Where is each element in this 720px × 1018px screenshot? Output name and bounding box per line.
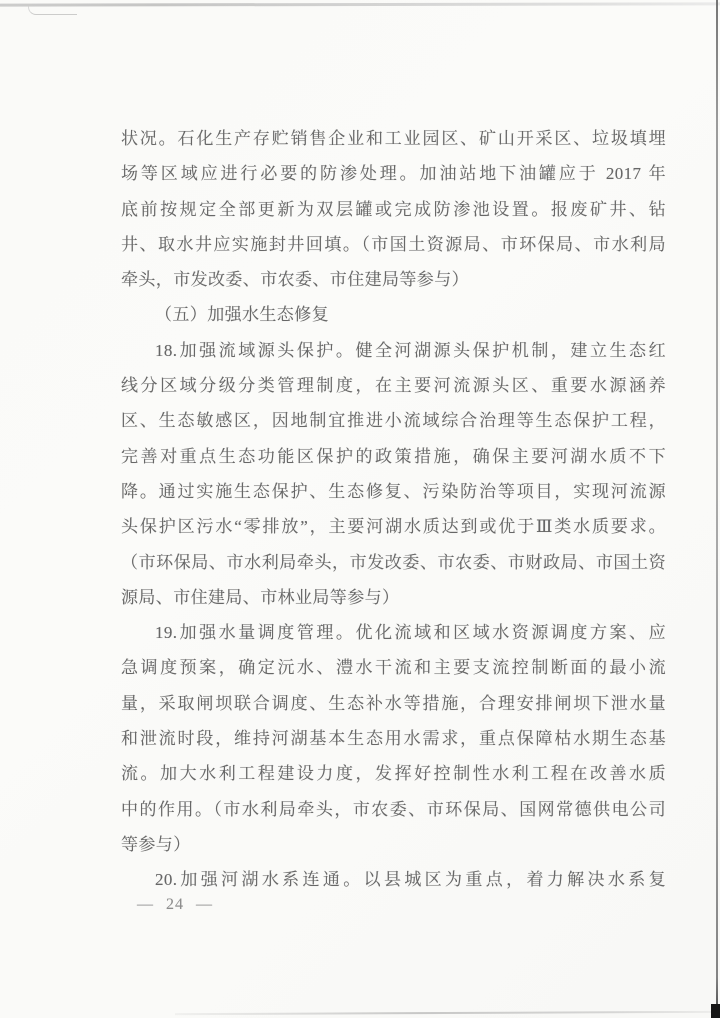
text-line: 量，采取闸坝联合调度、生态补水等措施，合理安排闸坝下泄水量 — [121, 693, 666, 713]
text-line: （五）加强水生态修复 — [155, 305, 329, 325]
text-line: 中的作用。（市水利局牵头，市农委、市环保局、国网常德供电公司 — [121, 799, 666, 819]
text-line: 头保护区污水“零排放”，主要河湖水质达到或优于Ⅲ类水质要求。 — [121, 517, 666, 537]
text-line: 源局、市住建局、市林业局等参与） — [121, 587, 400, 607]
text-line: 底前按规定全部更新为双层罐或完成防渗池设置。报废矿井、钻 — [121, 199, 666, 219]
text-line: 和泄流时段，维持河湖基本生态用水需求，重点保障枯水期生态基 — [121, 729, 666, 749]
text-lines — [121, 121, 666, 898]
text-line: 20.加强河湖水系连通。以县城区为重点，着力解决水系复 — [155, 870, 666, 890]
text-line: （市环保局、市水利局牵头，市发改委、市农委、市财政局、市国土资 — [121, 552, 666, 572]
text-line: 井、取水井应实施封井回填。（市国土资源局、市环保局、市水利局 — [121, 234, 666, 254]
text-line: 降。通过实施生态保护、生态修复、污染防治等项目，实现河流源 — [121, 481, 666, 501]
text-line: 完善对重点生态功能区保护的政策措施，确保主要河湖水质不下 — [121, 446, 666, 466]
text-line: 急调度预案，确定沅水、澧水干流和主要支流控制断面的最小流 — [121, 658, 666, 678]
scan-edge-right-line — [716, 0, 718, 1018]
scan-corner-blob — [711, 1004, 720, 1018]
text-line: 场等区域应进行必要的防渗处理。加油站地下油罐应于 2017 年 — [121, 164, 666, 184]
scan-edge-bottom-line — [175, 1010, 715, 1014]
text-line: 18.加强流域源头保护。健全河湖源头保护机制，建立生态红 — [155, 340, 666, 360]
document-body — [121, 121, 666, 898]
scan-edge-top-line — [0, 2, 720, 6]
text-line: 线分区域分级分类管理制度，在主要河流源头区、重要水源涵养 — [121, 376, 666, 396]
text-line: 等参与） — [121, 834, 191, 854]
text-line: 区、生态敏感区，因地制宜推进小流域综合治理等生态保护工程， — [121, 411, 666, 431]
text-line: 状况。石化生产存贮销售企业和工业园区、矿山开采区、垃圾填埋 — [121, 129, 666, 148]
page-number: — 24 — — [137, 896, 213, 913]
scan-curl-mark — [28, 6, 77, 15]
text-line: 流。加大水利工程建设力度，发挥好控制性水利工程在改善水质 — [121, 764, 666, 784]
text-line: 牵头，市发改委、市农委、市住建局等参与） — [121, 270, 469, 290]
text-line: 19.加强水量调度管理。优化流域和区域水资源调度方案、应 — [155, 623, 666, 643]
